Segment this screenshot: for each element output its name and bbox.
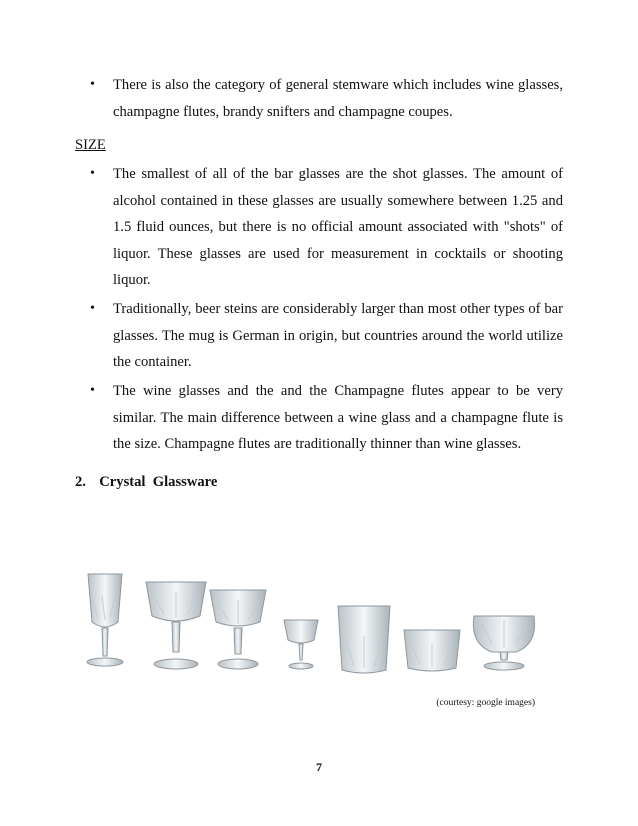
size-heading: SIZE [75,137,106,153]
bullet-marker: • [90,301,95,316]
section-number: 2. [75,474,86,490]
cordial-glass-icon [284,620,318,669]
page-number: 7 [316,760,322,774]
coupe-medium-icon [210,590,266,669]
intro-bullet-text: There is also the category of general stemware which includes wine glasses, champagne flutes, brandy snifters and champagne coupes. [113,77,563,120]
image-caption: (courtesy: google images) [436,698,535,708]
bowl-glass-icon [404,630,460,671]
tumbler-glass-icon [338,606,390,673]
goblet-tall-icon [87,574,123,666]
coupe-large-icon [146,582,206,669]
bullet-marker: • [90,77,95,92]
crystal-glassware-photo [82,560,542,690]
bullet-marker: • [90,166,95,181]
bullet-marker: • [90,383,95,398]
section-heading [75,474,217,491]
size-bullet-shot-glasses: The smallest of all of the bar glasses are the shot glasses. The amount of alcohol contained in these glasses are usually somewhere between 1.25 and 1.5 fluid ounces, but there is no official amount associated with "shots" of liquor. These glasses are used for measurement in cocktails or shooting liquor. [113,166,563,288]
section-title: Crystal Glassware [99,474,218,490]
size-bullet-wine-glasses: The wine glasses and the and the Champagne flutes appear to be very similar. The main difference between a wine glass and a champagne flute is the size. Champagne flutes are traditionally thinner than wine glasses. [113,383,563,452]
size-bullet-beer-steins: Traditionally, beer steins are considerably larger than most other types of bar glasses. The mug is German in origin, but countries around the world utilize the container. [113,301,563,370]
brandy-snifter-icon [473,616,534,670]
